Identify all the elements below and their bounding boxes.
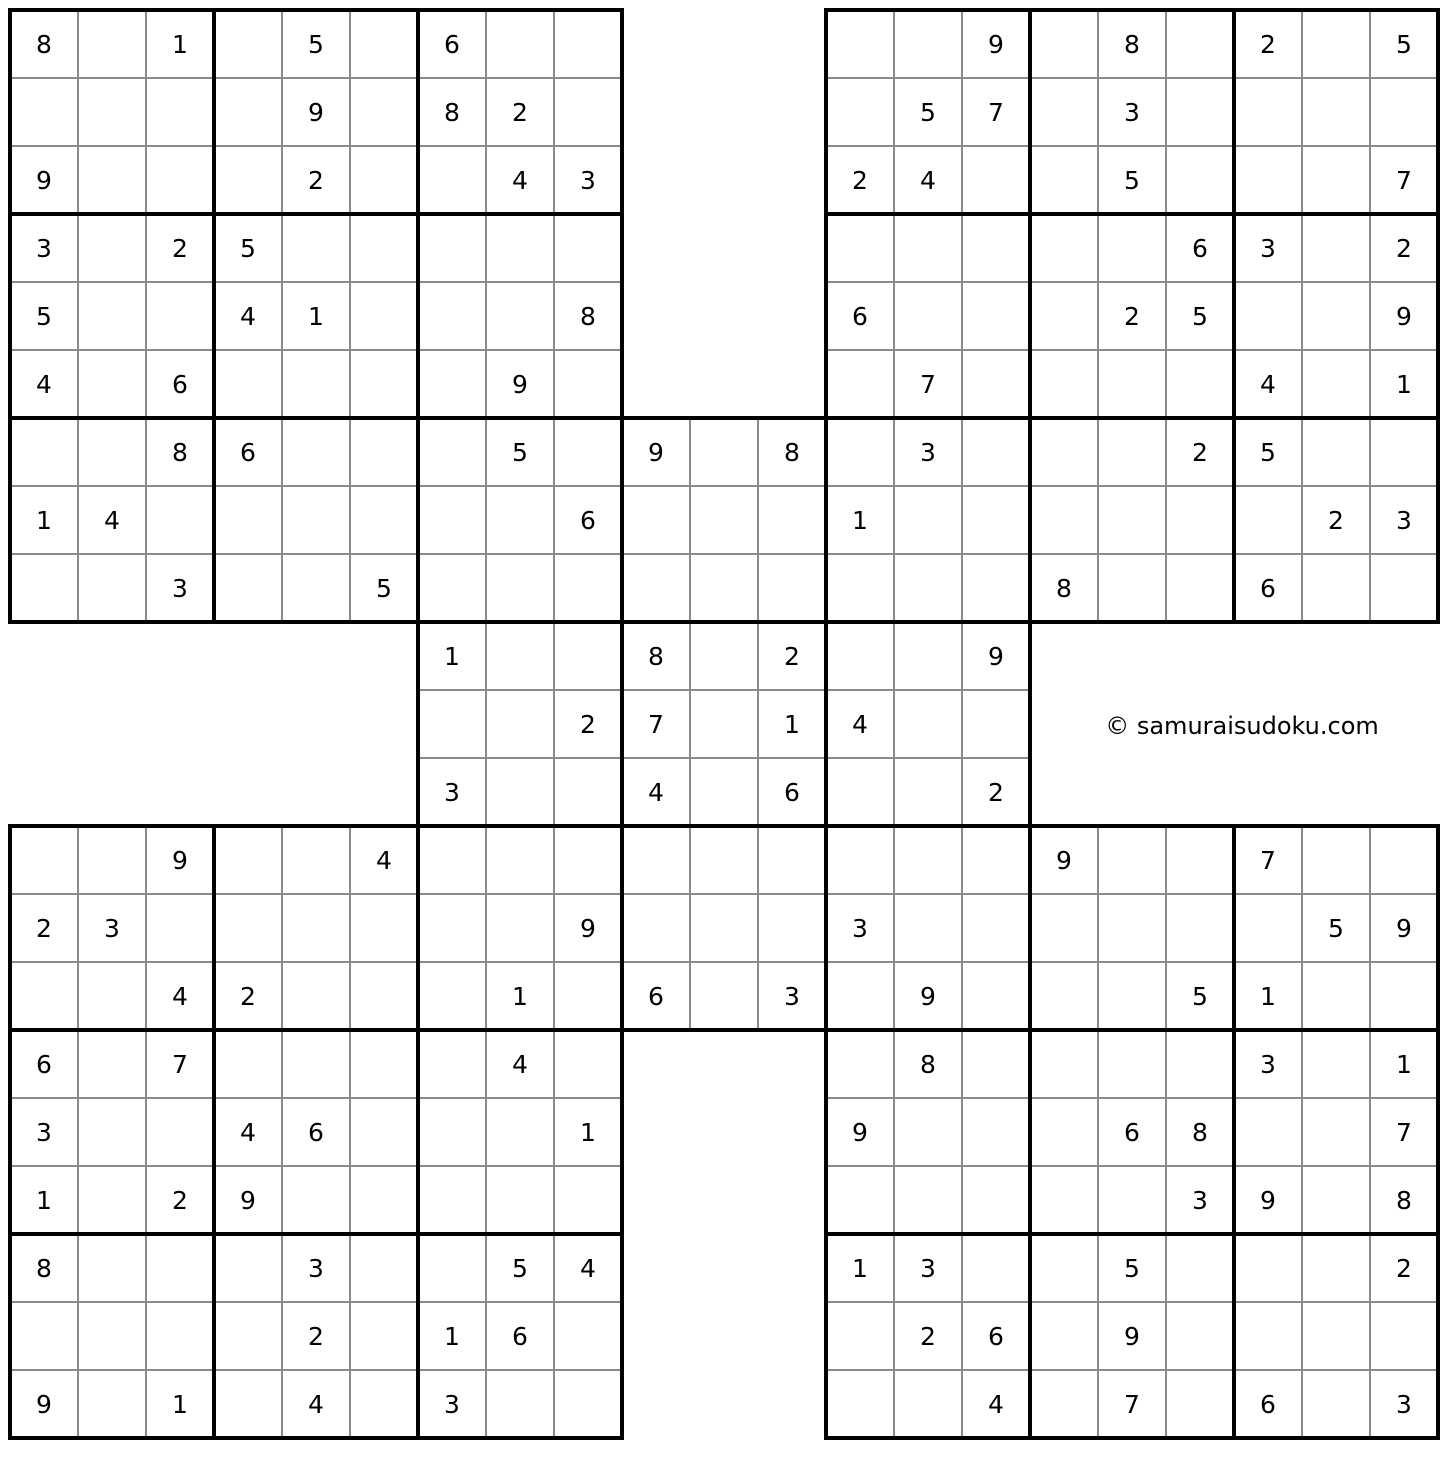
sudoku-given-digit[interactable]: 9 xyxy=(988,30,1004,59)
sudoku-given-digit[interactable]: 3 xyxy=(852,914,868,943)
sudoku-given-digit[interactable]: 3 xyxy=(784,982,800,1011)
sudoku-given-digit[interactable]: 6 xyxy=(1260,1390,1276,1419)
sudoku-given-digit[interactable]: 3 xyxy=(1260,234,1276,263)
sudoku-given-digit[interactable]: 9 xyxy=(1396,914,1412,943)
sudoku-given-digit[interactable]: 7 xyxy=(1124,1390,1140,1419)
sudoku-given-digit[interactable]: 9 xyxy=(1260,1186,1276,1215)
sudoku-given-digit[interactable]: 8 xyxy=(444,98,460,127)
sudoku-given-digit[interactable]: 4 xyxy=(580,1254,596,1283)
sudoku-given-digit[interactable]: 5 xyxy=(308,30,324,59)
sudoku-given-digit[interactable]: 2 xyxy=(1124,302,1140,331)
sudoku-given-digit[interactable]: 1 xyxy=(1260,982,1276,1011)
sudoku-given-digit[interactable]: 9 xyxy=(920,982,936,1011)
sudoku-given-digit[interactable]: 3 xyxy=(1396,506,1412,535)
sudoku-given-digit[interactable]: 6 xyxy=(1192,234,1208,263)
sudoku-given-digit[interactable]: 5 xyxy=(1192,302,1208,331)
sudoku-given-digit[interactable]: 2 xyxy=(580,710,596,739)
sudoku-given-digit[interactable]: 3 xyxy=(36,1118,52,1147)
sudoku-given-digit[interactable]: 9 xyxy=(172,846,188,875)
sudoku-given-digit[interactable]: 5 xyxy=(512,1254,528,1283)
sudoku-given-digit[interactable]: 7 xyxy=(920,370,936,399)
sudoku-given-digit[interactable]: 2 xyxy=(308,166,324,195)
sudoku-given-digit[interactable]: 4 xyxy=(512,1050,528,1079)
sudoku-given-digit[interactable]: 6 xyxy=(988,1322,1004,1351)
sudoku-given-digit[interactable]: 5 xyxy=(1396,30,1412,59)
sudoku-given-digit[interactable]: 3 xyxy=(1192,1186,1208,1215)
sudoku-given-digit[interactable]: 6 xyxy=(580,506,596,535)
sudoku-given-digit[interactable]: 3 xyxy=(36,234,52,263)
sudoku-given-digit[interactable]: 9 xyxy=(988,642,1004,671)
sudoku-given-digit[interactable]: 1 xyxy=(852,1254,868,1283)
sudoku-given-digit[interactable]: 2 xyxy=(36,914,52,943)
sudoku-given-digit[interactable]: 2 xyxy=(1396,1254,1412,1283)
sudoku-given-digit[interactable]: 5 xyxy=(920,98,936,127)
sudoku-given-digit[interactable]: 4 xyxy=(920,166,936,195)
copyright-notice: © samuraisudoku.com xyxy=(1105,712,1379,740)
sudoku-given-digit[interactable]: 4 xyxy=(240,302,256,331)
sudoku-given-digit[interactable]: 1 xyxy=(444,642,460,671)
sudoku-given-digit[interactable]: 1 xyxy=(784,710,800,739)
sudoku-given-digit[interactable]: 9 xyxy=(648,438,664,467)
sudoku-given-digit[interactable]: 4 xyxy=(1260,370,1276,399)
sudoku-given-digit[interactable]: 9 xyxy=(1124,1322,1140,1351)
sudoku-given-digit[interactable]: 8 xyxy=(36,30,52,59)
sudoku-given-digit[interactable]: 6 xyxy=(784,778,800,807)
sudoku-given-digit[interactable]: 9 xyxy=(1396,302,1412,331)
sudoku-given-digit[interactable]: 7 xyxy=(988,98,1004,127)
sudoku-given-digit[interactable]: 4 xyxy=(172,982,188,1011)
sudoku-given-digit[interactable]: 4 xyxy=(988,1390,1004,1419)
sudoku-given-digit[interactable]: 4 xyxy=(852,710,868,739)
sudoku-given-digit[interactable]: 8 xyxy=(1124,30,1140,59)
sudoku-given-digit[interactable]: 2 xyxy=(988,778,1004,807)
sudoku-given-digit[interactable]: 8 xyxy=(1192,1118,1208,1147)
sudoku-given-digit[interactable]: 8 xyxy=(1396,1186,1412,1215)
sudoku-given-digit[interactable]: 2 xyxy=(852,166,868,195)
sudoku-given-digit[interactable]: 2 xyxy=(1260,30,1276,59)
sudoku-given-digit[interactable]: 2 xyxy=(512,98,528,127)
sudoku-given-digit[interactable]: 9 xyxy=(36,166,52,195)
sudoku-given-digit[interactable]: 3 xyxy=(1124,98,1140,127)
sudoku-given-digit[interactable]: 2 xyxy=(240,982,256,1011)
sudoku-given-digit[interactable]: 1 xyxy=(1396,1050,1412,1079)
sudoku-given-digit[interactable]: 4 xyxy=(648,778,664,807)
sudoku-given-digit[interactable]: 1 xyxy=(36,506,52,535)
sudoku-given-digit[interactable]: 5 xyxy=(1124,1254,1140,1283)
sudoku-given-digit[interactable]: 2 xyxy=(308,1322,324,1351)
sudoku-given-digit[interactable]: 3 xyxy=(580,166,596,195)
sudoku-given-digit[interactable]: 3 xyxy=(172,574,188,603)
sudoku-given-digit[interactable]: 3 xyxy=(920,1254,936,1283)
sudoku-given-digit[interactable]: 9 xyxy=(308,98,324,127)
sudoku-given-digit[interactable]: 9 xyxy=(1056,846,1072,875)
sudoku-given-digit[interactable]: 8 xyxy=(580,302,596,331)
sudoku-given-digit[interactable]: 1 xyxy=(580,1118,596,1147)
sudoku-given-digit[interactable]: 4 xyxy=(36,370,52,399)
sudoku-given-digit[interactable]: 1 xyxy=(36,1186,52,1215)
sudoku-given-digit[interactable]: 3 xyxy=(104,914,120,943)
sudoku-given-digit[interactable]: 2 xyxy=(1192,438,1208,467)
sudoku-given-digit[interactable]: 4 xyxy=(104,506,120,535)
sudoku-given-digit[interactable]: 6 xyxy=(648,982,664,1011)
sudoku-given-digit[interactable]: 2 xyxy=(172,1186,188,1215)
sudoku-given-digit[interactable]: 5 xyxy=(240,234,256,263)
sudoku-given-digit[interactable]: 9 xyxy=(580,914,596,943)
sudoku-given-digit[interactable]: 5 xyxy=(376,574,392,603)
sudoku-given-digit[interactable]: 1 xyxy=(172,1390,188,1419)
sudoku-given-digit[interactable]: 9 xyxy=(36,1390,52,1419)
sudoku-given-digit[interactable]: 6 xyxy=(444,30,460,59)
sudoku-given-digit[interactable]: 3 xyxy=(920,438,936,467)
sudoku-given-digit[interactable]: 9 xyxy=(852,1118,868,1147)
sudoku-given-digit[interactable]: 5 xyxy=(1192,982,1208,1011)
sudoku-given-digit[interactable]: 1 xyxy=(444,1322,460,1351)
sudoku-given-digit[interactable]: 5 xyxy=(1260,438,1276,467)
sudoku-given-digit[interactable]: 1 xyxy=(1396,370,1412,399)
sudoku-given-digit[interactable]: 6 xyxy=(512,1322,528,1351)
sudoku-given-digit[interactable]: 3 xyxy=(308,1254,324,1283)
sudoku-given-digit[interactable]: 2 xyxy=(920,1322,936,1351)
sudoku-given-digit[interactable]: 6 xyxy=(308,1118,324,1147)
sudoku-given-digit[interactable]: 1 xyxy=(852,506,868,535)
sudoku-given-digit[interactable]: 5 xyxy=(512,438,528,467)
sudoku-given-digit[interactable]: 3 xyxy=(1260,1050,1276,1079)
sudoku-given-digit[interactable]: 2 xyxy=(172,234,188,263)
sudoku-given-digit[interactable]: 6 xyxy=(852,302,868,331)
sudoku-given-digit[interactable]: 2 xyxy=(784,642,800,671)
sudoku-given-digit[interactable]: 8 xyxy=(920,1050,936,1079)
sudoku-given-digit[interactable]: 3 xyxy=(1396,1390,1412,1419)
sudoku-given-digit[interactable]: 1 xyxy=(308,302,324,331)
sudoku-given-digit[interactable]: 8 xyxy=(36,1254,52,1283)
sudoku-given-digit[interactable]: 1 xyxy=(172,30,188,59)
sudoku-given-digit[interactable]: 7 xyxy=(1260,846,1276,875)
sudoku-given-digit[interactable]: 8 xyxy=(784,438,800,467)
sudoku-given-digit[interactable]: 7 xyxy=(1396,1118,1412,1147)
sudoku-given-digit[interactable]: 2 xyxy=(1396,234,1412,263)
sudoku-given-digit[interactable]: 9 xyxy=(240,1186,256,1215)
sudoku-given-digit[interactable]: 7 xyxy=(1396,166,1412,195)
sudoku-given-digit[interactable]: 3 xyxy=(444,778,460,807)
sudoku-given-digit[interactable]: 8 xyxy=(172,438,188,467)
sudoku-given-digit[interactable]: 3 xyxy=(444,1390,460,1419)
sudoku-given-digit[interactable]: 8 xyxy=(1056,574,1072,603)
sudoku-given-digit[interactable]: 5 xyxy=(36,302,52,331)
sudoku-given-digit[interactable]: 4 xyxy=(376,846,392,875)
sudoku-given-digit[interactable]: 9 xyxy=(512,370,528,399)
sudoku-given-digit[interactable]: 8 xyxy=(648,642,664,671)
sudoku-given-digit[interactable]: 6 xyxy=(36,1050,52,1079)
sudoku-given-digit[interactable]: 5 xyxy=(1124,166,1140,195)
sudoku-given-digit[interactable]: 7 xyxy=(172,1050,188,1079)
sudoku-given-digit[interactable]: 4 xyxy=(240,1118,256,1147)
sudoku-given-digit[interactable]: 6 xyxy=(1124,1118,1140,1147)
sudoku-given-digit[interactable]: 6 xyxy=(1260,574,1276,603)
sudoku-given-digit[interactable]: 4 xyxy=(308,1390,324,1419)
sudoku-given-digit[interactable]: 1 xyxy=(512,982,528,1011)
sudoku-given-digit[interactable]: 6 xyxy=(240,438,256,467)
sudoku-given-digit[interactable]: 6 xyxy=(172,370,188,399)
sudoku-given-digit[interactable]: 4 xyxy=(512,166,528,195)
sudoku-given-digit[interactable]: 5 xyxy=(1328,914,1344,943)
sudoku-given-digit[interactable]: 7 xyxy=(648,710,664,739)
sudoku-given-digit[interactable]: 2 xyxy=(1328,506,1344,535)
